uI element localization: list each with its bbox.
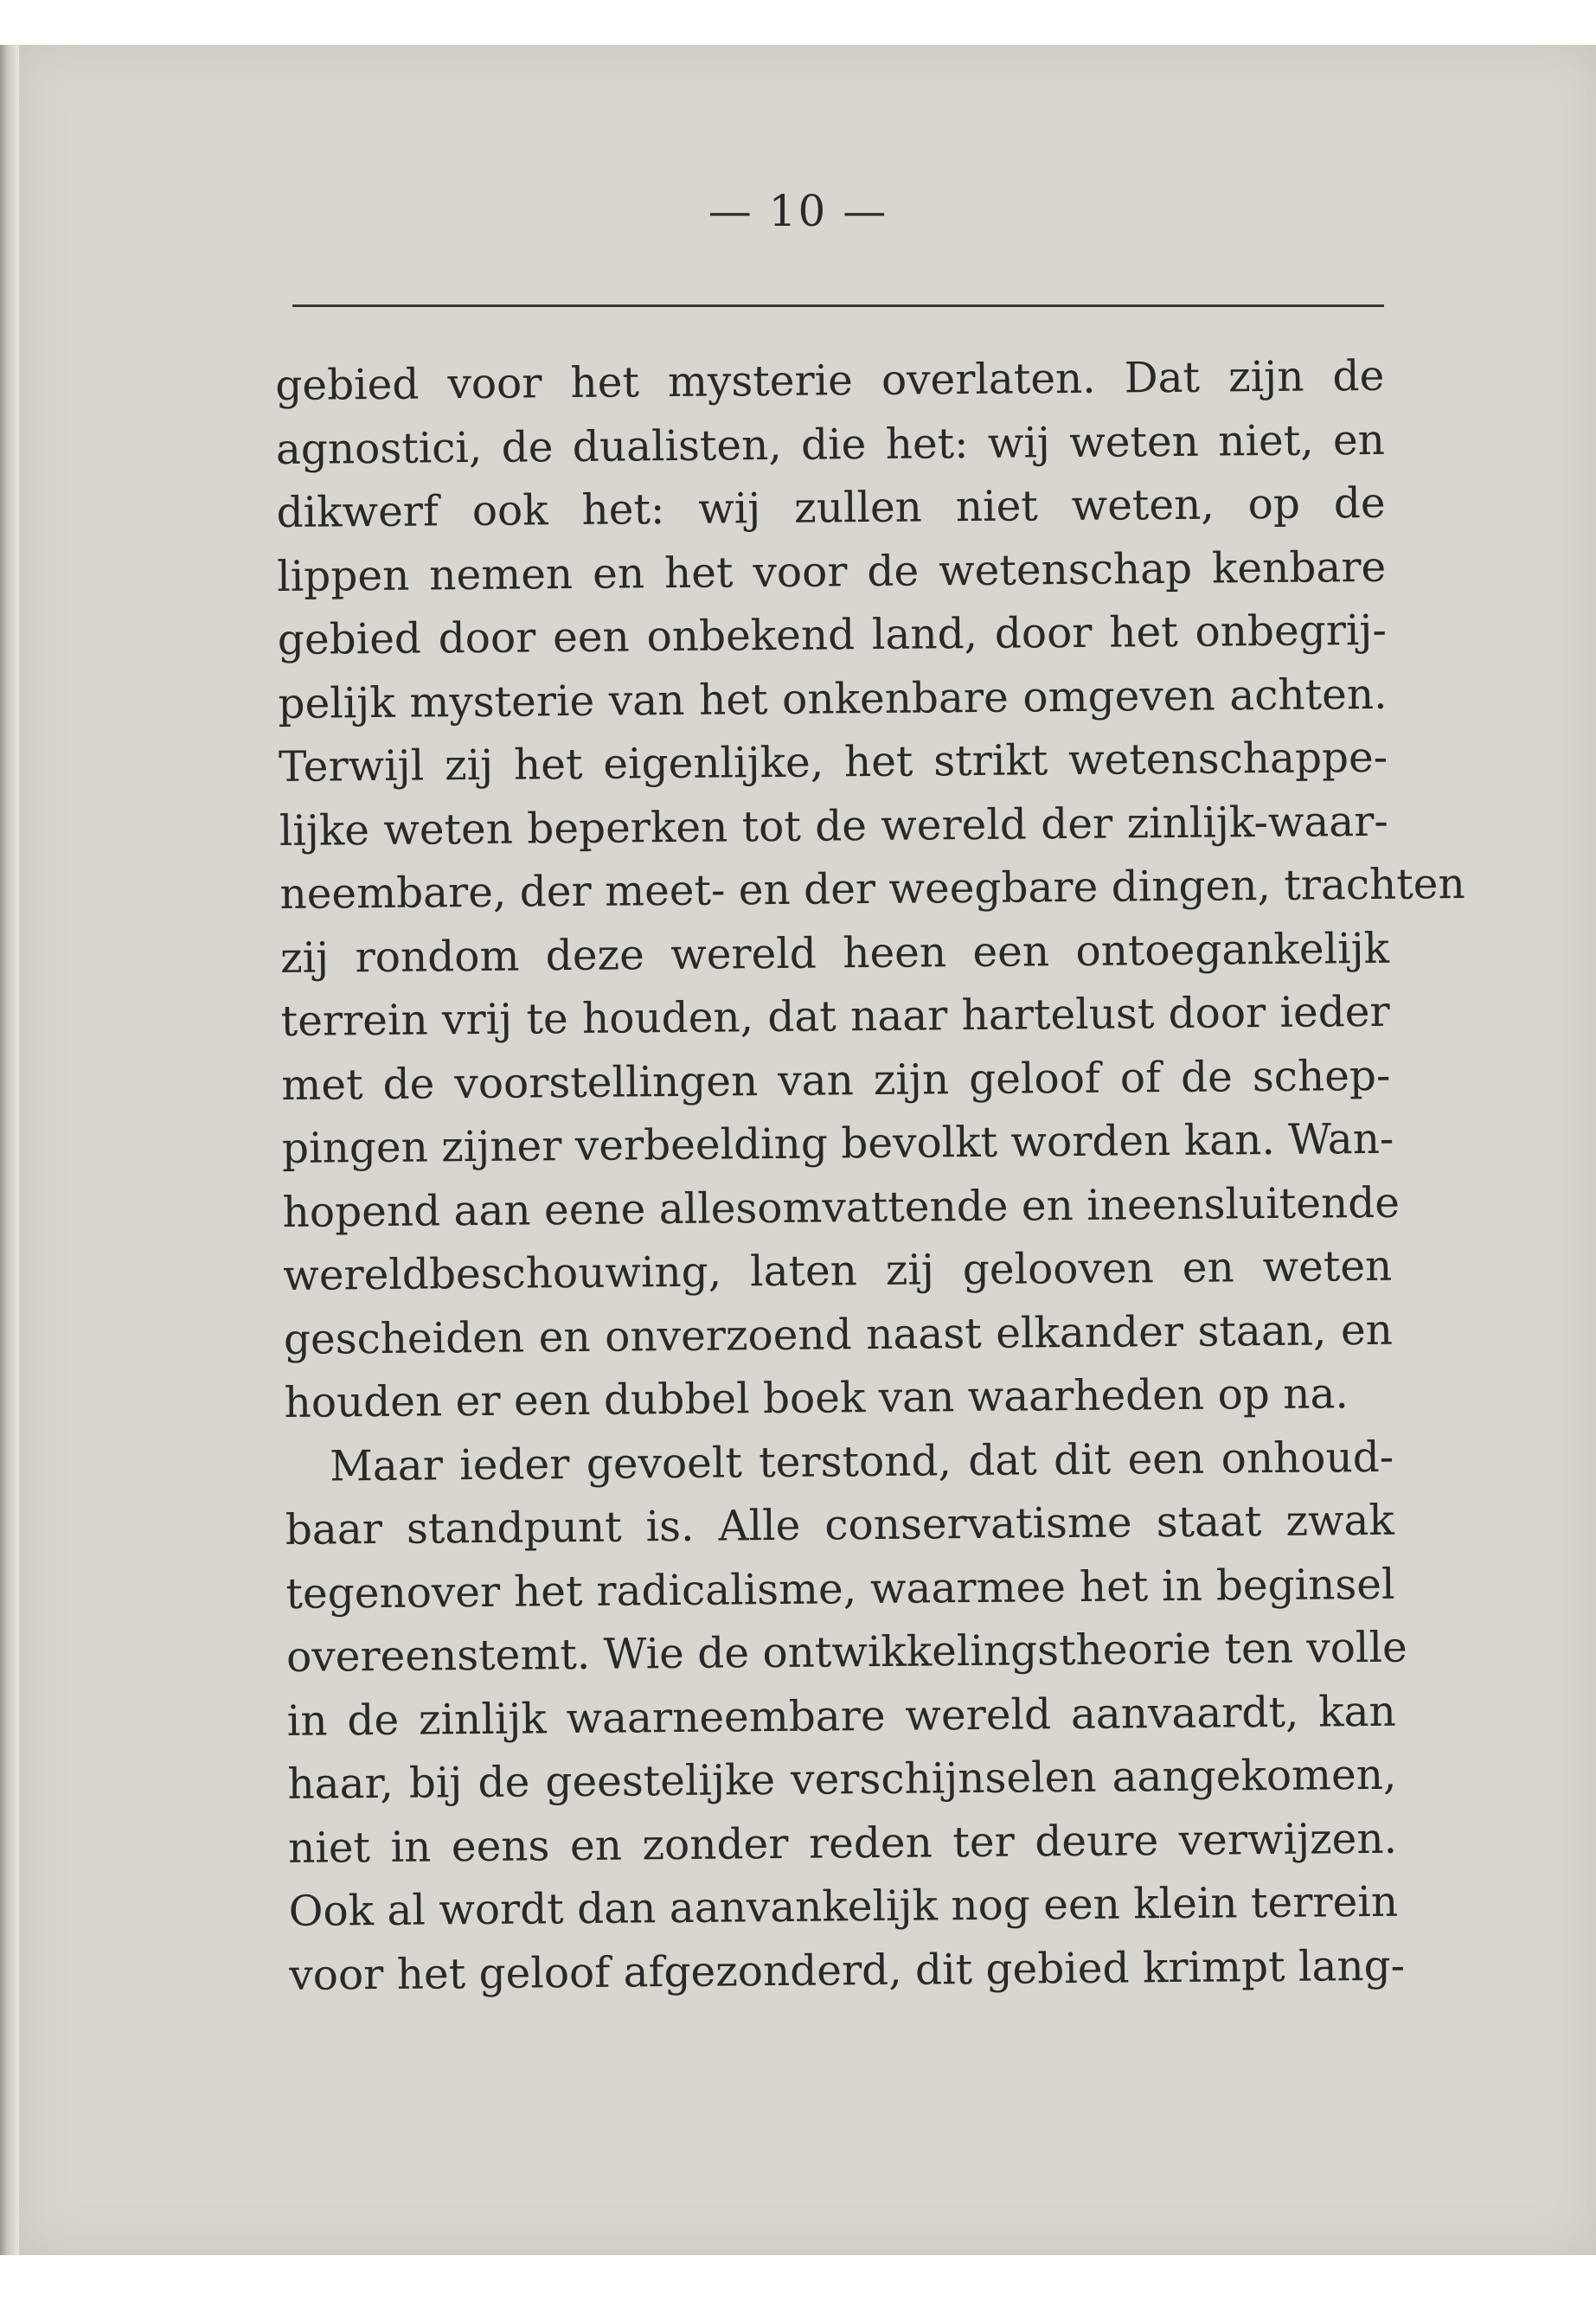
text-line: met de voorstellingen van zijn geloof of de schep- bbox=[281, 1051, 1391, 1110]
text-line: wereldbeschouwing, laten zij gelooven en weten bbox=[283, 1241, 1393, 1300]
text-line: voor het geloof afgezonderd, dit gebied krimpt lang- bbox=[289, 1941, 1406, 2000]
text-line: lippen nemen en het voor de wetenschap kenbare bbox=[276, 542, 1387, 601]
text-line: in de zinlijk waarneembare wereld aanvaardt, kan bbox=[286, 1687, 1396, 1746]
text-line: niet in eens en zonder reden ter deure verwijzen. bbox=[287, 1814, 1398, 1873]
paragraph-start-line: Maar ieder gevoelt terstond, dat dit een onhoud- bbox=[329, 1433, 1394, 1490]
text-line: pingen zijner verbeelding bevolkt worden kan. Wan- bbox=[281, 1114, 1394, 1173]
text-line: terrein vrij te houden, dat naar hartelust door ieder bbox=[280, 987, 1390, 1046]
text-line: lijke weten beperken tot de wereld der zinlijk-waar- bbox=[279, 797, 1388, 856]
text-line: hopend aan eene allesomvattende en ineensluitende bbox=[282, 1178, 1401, 1237]
page-number: — 10 — bbox=[708, 186, 888, 236]
text-line: haar, bij de geestelijke verschijnselen aangekomen, bbox=[287, 1750, 1397, 1809]
text-line: neembare, der meet- en der weegbare dingen, trachten bbox=[279, 860, 1465, 919]
text-line: dikwerf ook het: wij zullen niet weten, op de bbox=[276, 478, 1386, 537]
text-line: overeenstemt. Wie de ontwikkelingstheorie ten volle bbox=[285, 1623, 1407, 1682]
text-line: pelijk mysterie van het onkenbare omgeven achten. bbox=[278, 670, 1388, 728]
text-line: baar standpunt is. Alle conservatisme staat zwak bbox=[285, 1496, 1395, 1554]
text-line: tegenover het radicalisme, waarmee het in beginsel bbox=[285, 1560, 1395, 1618]
paragraph-end-line: houden er een dubbel boek van waarheden op na. bbox=[284, 1369, 1349, 1427]
text-line: gebied door een onbekend land, door het onbegrij- bbox=[277, 606, 1388, 664]
body-text bbox=[275, 345, 1465, 2008]
text-line: Terwijl zij het eigenlijke, het strikt wetenschappe- bbox=[278, 733, 1388, 792]
header-rule bbox=[292, 304, 1384, 307]
text-line: gescheiden en onverzoend naast elkander staan, en bbox=[283, 1305, 1394, 1364]
text-line: Ook al wordt dan aanvankelijk nog een klein terrein bbox=[288, 1877, 1399, 1936]
text-line: gebied voor het mysterie overlaten. Dat zijn de bbox=[275, 351, 1385, 410]
text-line: zij rondom deze wereld heen een ontoegankelijk bbox=[279, 924, 1390, 983]
binding-edge bbox=[0, 45, 19, 2255]
text-line: agnostici, de dualisten, die het: wij weten niet, en bbox=[275, 415, 1386, 474]
